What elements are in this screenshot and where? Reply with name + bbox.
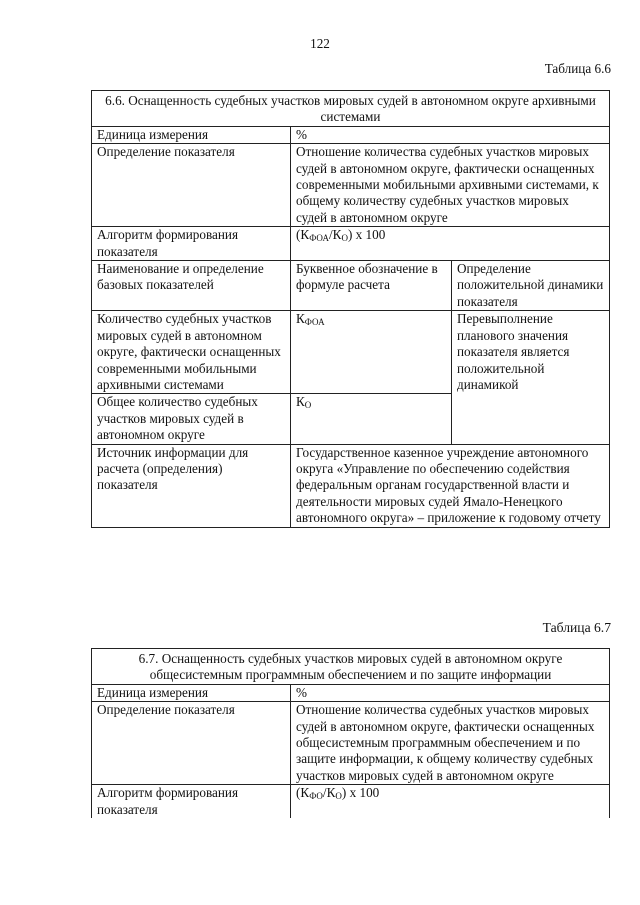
- definition-value: Отношение количества судебных участков мировых судей в автономном округе, фактически оснащенных современными мобильными архивными системами, к общему количеству судебных участков мировых судей в автономном округе: [291, 144, 610, 227]
- symbol-letter: К: [296, 311, 305, 327]
- base-header-dynamics: Определение положительной динамики показателя: [452, 261, 610, 311]
- table-6-7-caption: Таблица 6.7: [542, 620, 611, 635]
- table-6-6-unit-row: [92, 126, 610, 143]
- definition-label: Определение показателя: [92, 702, 291, 785]
- table-6-6-source-row: [92, 444, 610, 527]
- unit-label: Единица измерения: [92, 684, 291, 701]
- base-indicator-symbol: [291, 311, 452, 394]
- table-6-6-heading: 6.6. Оснащенность судебных участков мировых судей в автономном округе архивными системами: [92, 91, 610, 127]
- symbol-subscript: ФОА: [304, 317, 325, 328]
- formula-numerator-subscript: ФО: [309, 791, 323, 802]
- formula-tail: ) х 100: [347, 227, 386, 243]
- base-header-name: Наименование и определение базовых показателей: [92, 261, 291, 311]
- formula-denominator-subscript: О: [335, 791, 342, 802]
- table-6-7: [91, 648, 610, 818]
- unit-label: Единица измерения: [92, 126, 291, 143]
- source-value: Государственное казенное учреждение автономного округа «Управление по обеспечению содействия федеральным органам государственной власти и деятельности мировых судей Ямало-Ненецкого автономного округа» – приложение к годовому отчету: [291, 444, 610, 527]
- table-6-7-algorithm-row: [92, 785, 610, 818]
- table-6-6-heading-row: [92, 91, 610, 127]
- formula-divider: /К: [322, 785, 336, 801]
- symbol-subscript: О: [304, 400, 312, 411]
- table-6-7-definition-row: [92, 702, 610, 785]
- algorithm-formula: [291, 785, 610, 818]
- base-header-symbol: Буквенное обозначение в формуле расчета: [291, 261, 452, 311]
- dynamics-definition: Перевыполнение планового значения показателя является положительной динамикой: [452, 311, 610, 444]
- table-6-6-algorithm-row: [92, 227, 610, 261]
- algorithm-formula: [291, 227, 610, 261]
- algorithm-label: Алгоритм формирования показателя: [92, 227, 291, 261]
- formula-denominator-subscript: О: [341, 233, 348, 244]
- table-6-7-heading-row: [92, 649, 610, 685]
- table-6-7-unit-row: [92, 684, 610, 701]
- table-6-6-caption: Таблица 6.6: [544, 61, 611, 76]
- base-indicator-name: Общее количество судебных участков мировых судей в автономном округе: [92, 394, 291, 444]
- definition-label: Определение показателя: [92, 144, 291, 227]
- base-indicator-symbol: [291, 394, 452, 444]
- symbol-letter: К: [296, 394, 305, 410]
- source-label: Источник информации для расчета (определения) показателя: [92, 444, 291, 527]
- formula-open: (К: [296, 785, 310, 801]
- table-6-6-definition-row: [92, 144, 610, 227]
- definition-value: Отношение количества судебных участков мировых судей в автономном округе, фактически оснащенных общесистемным программным обеспечением и по защите информации, к общему количеству судебных участков мировых судей в автономном округе: [291, 702, 610, 785]
- formula-tail: ) х 100: [341, 785, 380, 801]
- unit-value: %: [291, 684, 610, 701]
- table-6-6: [91, 90, 610, 528]
- table-6-7-heading: 6.7. Оснащенность судебных участков мировых судей в автономном округе общесистемным программным обеспечением и по защите информации: [92, 649, 610, 685]
- formula-divider: /К: [328, 227, 342, 243]
- base-indicator-name: Количество судебных участков мировых судей в автономном округе, фактически оснащенных современными мобильными архивными системами: [92, 311, 291, 394]
- base-indicator-row: [92, 311, 610, 394]
- unit-value: %: [291, 126, 610, 143]
- page-number: 122: [310, 36, 330, 51]
- formula-open: (К: [296, 227, 310, 243]
- formula-numerator-subscript: ФОА: [309, 233, 329, 244]
- base-indicators-header-row: [92, 261, 610, 311]
- algorithm-label: Алгоритм формирования показателя: [92, 785, 291, 818]
